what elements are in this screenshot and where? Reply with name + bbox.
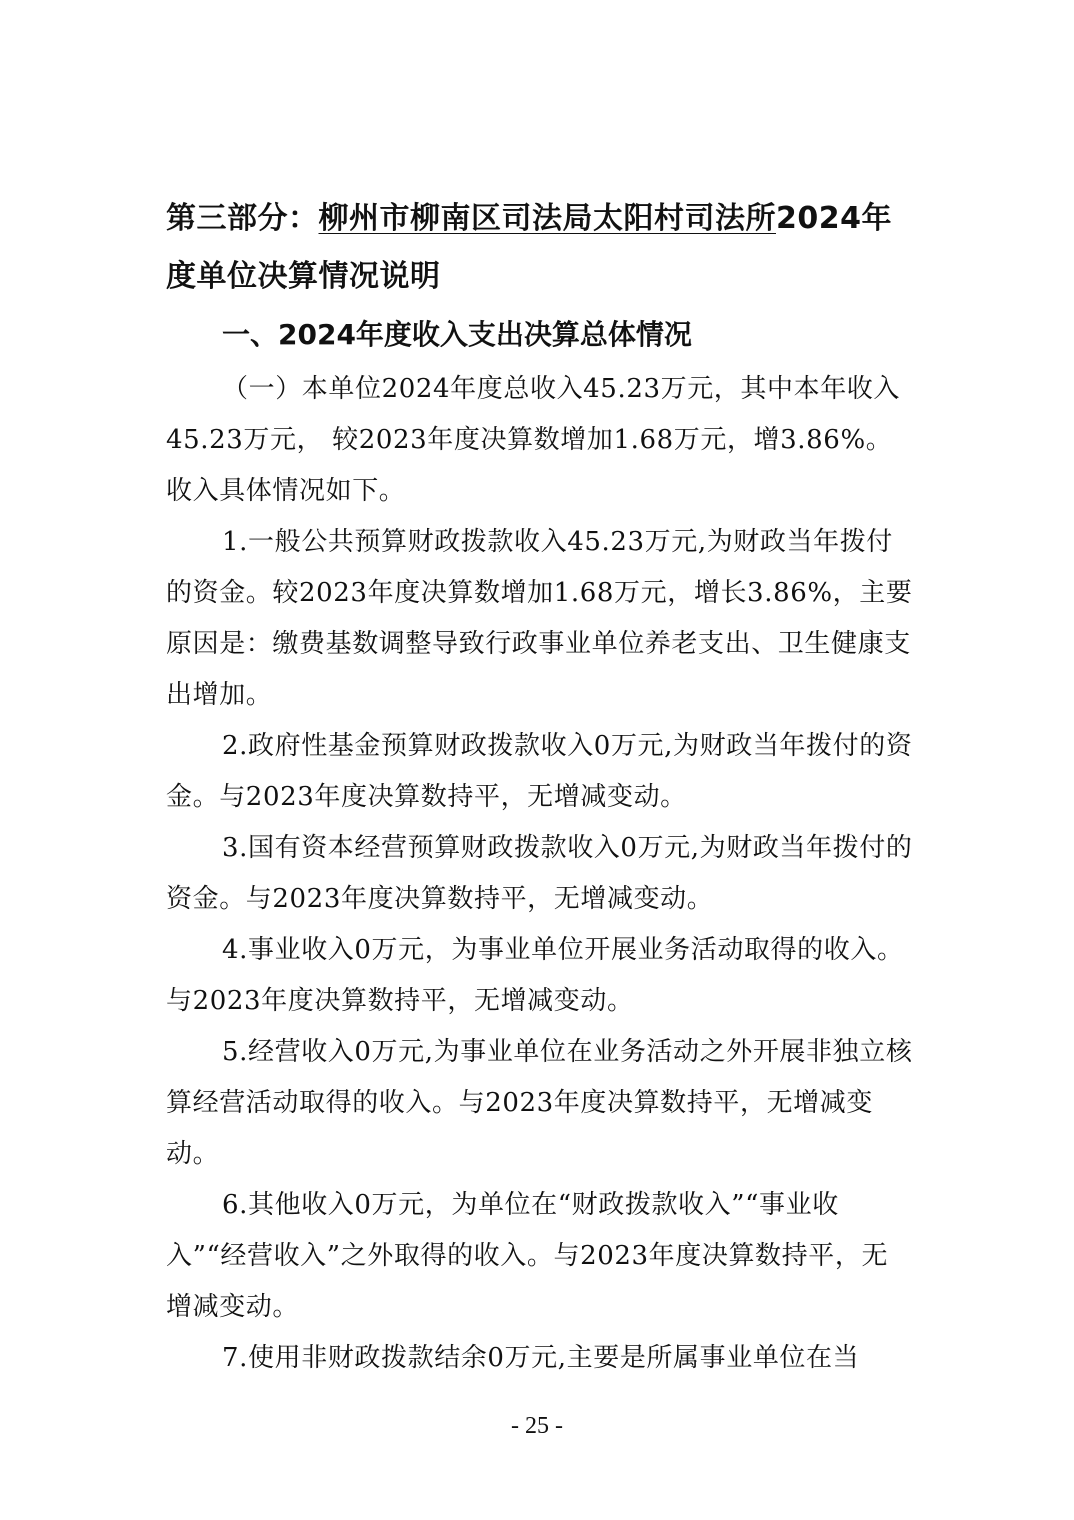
section-heading-1: 一、2024年度收入支出决算总体情况 bbox=[222, 318, 692, 351]
paragraph-general-public-budget: 1.一般公共预算财政拨款收入45.23万元,为财政当年拨付的资金。较2023年度决算数增加1.68万元，增长3.86%，主要原因是：缴费基数调整导致行政事业单位养老支出、卫生健康支出增加。 bbox=[166, 527, 913, 710]
part-title-prefix: 第三部分： bbox=[166, 201, 319, 236]
page-number: - 25 - bbox=[511, 1413, 563, 1439]
part-title-suffix: 2024年度单位决算情况说明 bbox=[166, 201, 892, 294]
paragraph-government-fund-budget: 2.政府性基金预算财政拨款收入0万元,为财政当年拨付的资金。与2023年度决算数持平，无增减变动。 bbox=[166, 731, 913, 812]
paragraph-business-income: 4.事业收入0万元，为事业单位开展业务活动取得的收入。与2023年度决算数持平，无增减变动。 bbox=[166, 935, 904, 1016]
part-title-unit-name: 柳州市柳南区司法局太阳村司法所 bbox=[318, 201, 776, 236]
paragraph-total-income: （一）本单位2024年度总收入45.23万元，其中本年收入45.23万元， 较2023年度决算数增加1.68万元，增3.86%。收入具体情况如下。 bbox=[166, 374, 901, 506]
paragraph-state-capital-budget: 3.国有资本经营预算财政拨款收入0万元,为财政当年拨付的资金。与2023年度决算数持平，无增减变动。 bbox=[166, 833, 913, 914]
part-title bbox=[166, 190, 914, 306]
document-body bbox=[166, 190, 914, 1384]
paragraph-non-fiscal-balance: 7.使用非财政拨款结余0万元,主要是所属事业单位在当 bbox=[222, 1343, 860, 1373]
paragraph-other-income: 6.其他收入0万元，为单位在“财政拨款收入”“事业收入”“经营收入”之外取得的收入。与2023年度决算数持平，无增减变动。 bbox=[166, 1190, 889, 1322]
paragraph-operating-income: 5.经营收入0万元,为事业单位在业务活动之外开展非独立核算经营活动取得的收入。与2023年度决算数持平，无增减变动。 bbox=[166, 1037, 913, 1169]
